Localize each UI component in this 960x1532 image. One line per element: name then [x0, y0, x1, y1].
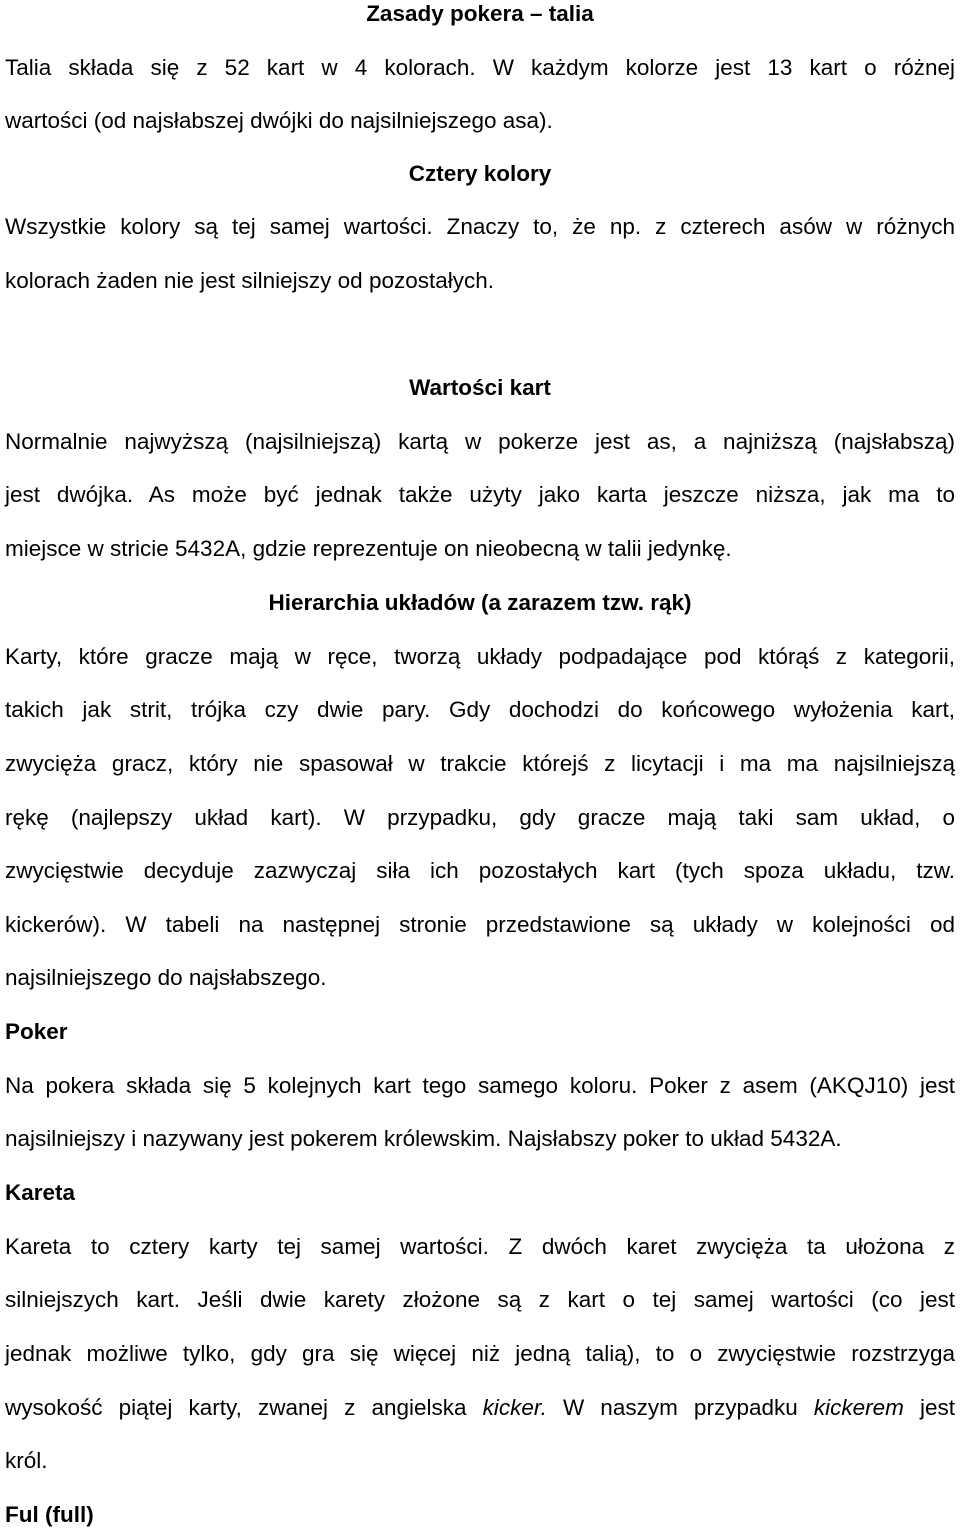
intro-line-2: wartości (od najsłabszej dwójki do najsilniejszego asa).	[5, 108, 553, 133]
heading-values: Wartości kart	[409, 375, 551, 400]
colors-line-2: kolorach żaden nie jest silniejszy od pozostałych.	[5, 268, 495, 293]
hierarchy-line-4: rękę (najlepszy układ kart). W przypadku, gdy gracze mają taki sam układ, o	[5, 805, 955, 830]
kareta-line-4-part-5: jest	[903, 1395, 955, 1420]
heading-ful: Ful (full)	[5, 1502, 94, 1527]
kicker-term: kicker.	[482, 1395, 547, 1420]
hierarchy-line-1: Karty, które gracze mają w ręce, tworzą układy podpadające pod którąś z kategorii,	[5, 644, 955, 669]
poker-line-1: Na pokera składa się 5 kolejnych kart tego samego koloru. Poker z asem (AKQJ10) jest	[5, 1073, 955, 1098]
heading-poker: Poker	[5, 1019, 68, 1044]
heading-colors: Cztery kolory	[408, 161, 552, 186]
colors-line-1: Wszystkie kolory są tej samej wartości. Znaczy to, że np. z czterech asów w różnych	[5, 214, 955, 239]
kareta-line-2: silniejszych kart. Jeśli dwie karety złożone są z kart o tej samej wartości (co jest	[5, 1287, 955, 1312]
hierarchy-line-7: najsilniejszego do najsłabszego.	[5, 965, 327, 990]
document-title: Zasady pokera – talia	[366, 1, 594, 26]
values-line-3: miejsce w stricie 5432A, gdzie reprezentuje on nieobecną w talii jedynkę.	[5, 536, 732, 561]
poker-line-2: najsilniejszy i nazywany jest pokerem królewskim. Najsłabszy poker to układ 5432A.	[5, 1126, 842, 1151]
heading-hierarchy: Hierarchia układów (a zarazem tzw. rąk)	[268, 590, 692, 615]
kareta-line-5: król.	[5, 1448, 48, 1473]
kareta-line-4	[5, 1394, 955, 1422]
heading-kareta: Kareta	[5, 1180, 76, 1205]
hierarchy-line-5: zwycięstwie decyduje zazwyczaj siła ich pozostałych kart (tych spoza układu, tzw.	[5, 858, 955, 883]
hierarchy-line-3: zwycięża gracz, który nie spasował w trakcie którejś z licytacji i ma ma najsilniejszą	[5, 751, 955, 776]
kareta-line-4-part-3: W naszym przypadku	[546, 1395, 814, 1420]
kareta-line-4-part-1: wysokość piątej karty, zwanej z angielska	[5, 1395, 483, 1420]
kickerem-term: kickerem	[813, 1395, 904, 1420]
values-line-2: jest dwójka. As może być jednak także użyty jako karta jeszcze niższa, jak ma to	[5, 482, 955, 507]
hierarchy-line-2: takich jak strit, trójka czy dwie pary. Gdy dochodzi do końcowego wyłożenia kart,	[5, 697, 955, 722]
values-line-1: Normalnie najwyższą (najsilniejszą) kartą w pokerze jest as, a najniższą (najsłabszą)	[5, 429, 955, 454]
kareta-line-1: Kareta to cztery karty tej samej wartości. Z dwóch karet zwycięża ta ułożona z	[5, 1234, 955, 1259]
kareta-line-3: jednak możliwe tylko, gdy gra się więcej niż jedną talią), to o zwycięstwie rozstrzyga	[5, 1341, 955, 1366]
hierarchy-line-6: kickerów). W tabeli na następnej stronie przedstawione są układy w kolejności od	[5, 912, 955, 937]
intro-line-1: Talia składa się z 52 kart w 4 kolorach. W każdym kolorze jest 13 kart o różnej	[5, 55, 955, 80]
